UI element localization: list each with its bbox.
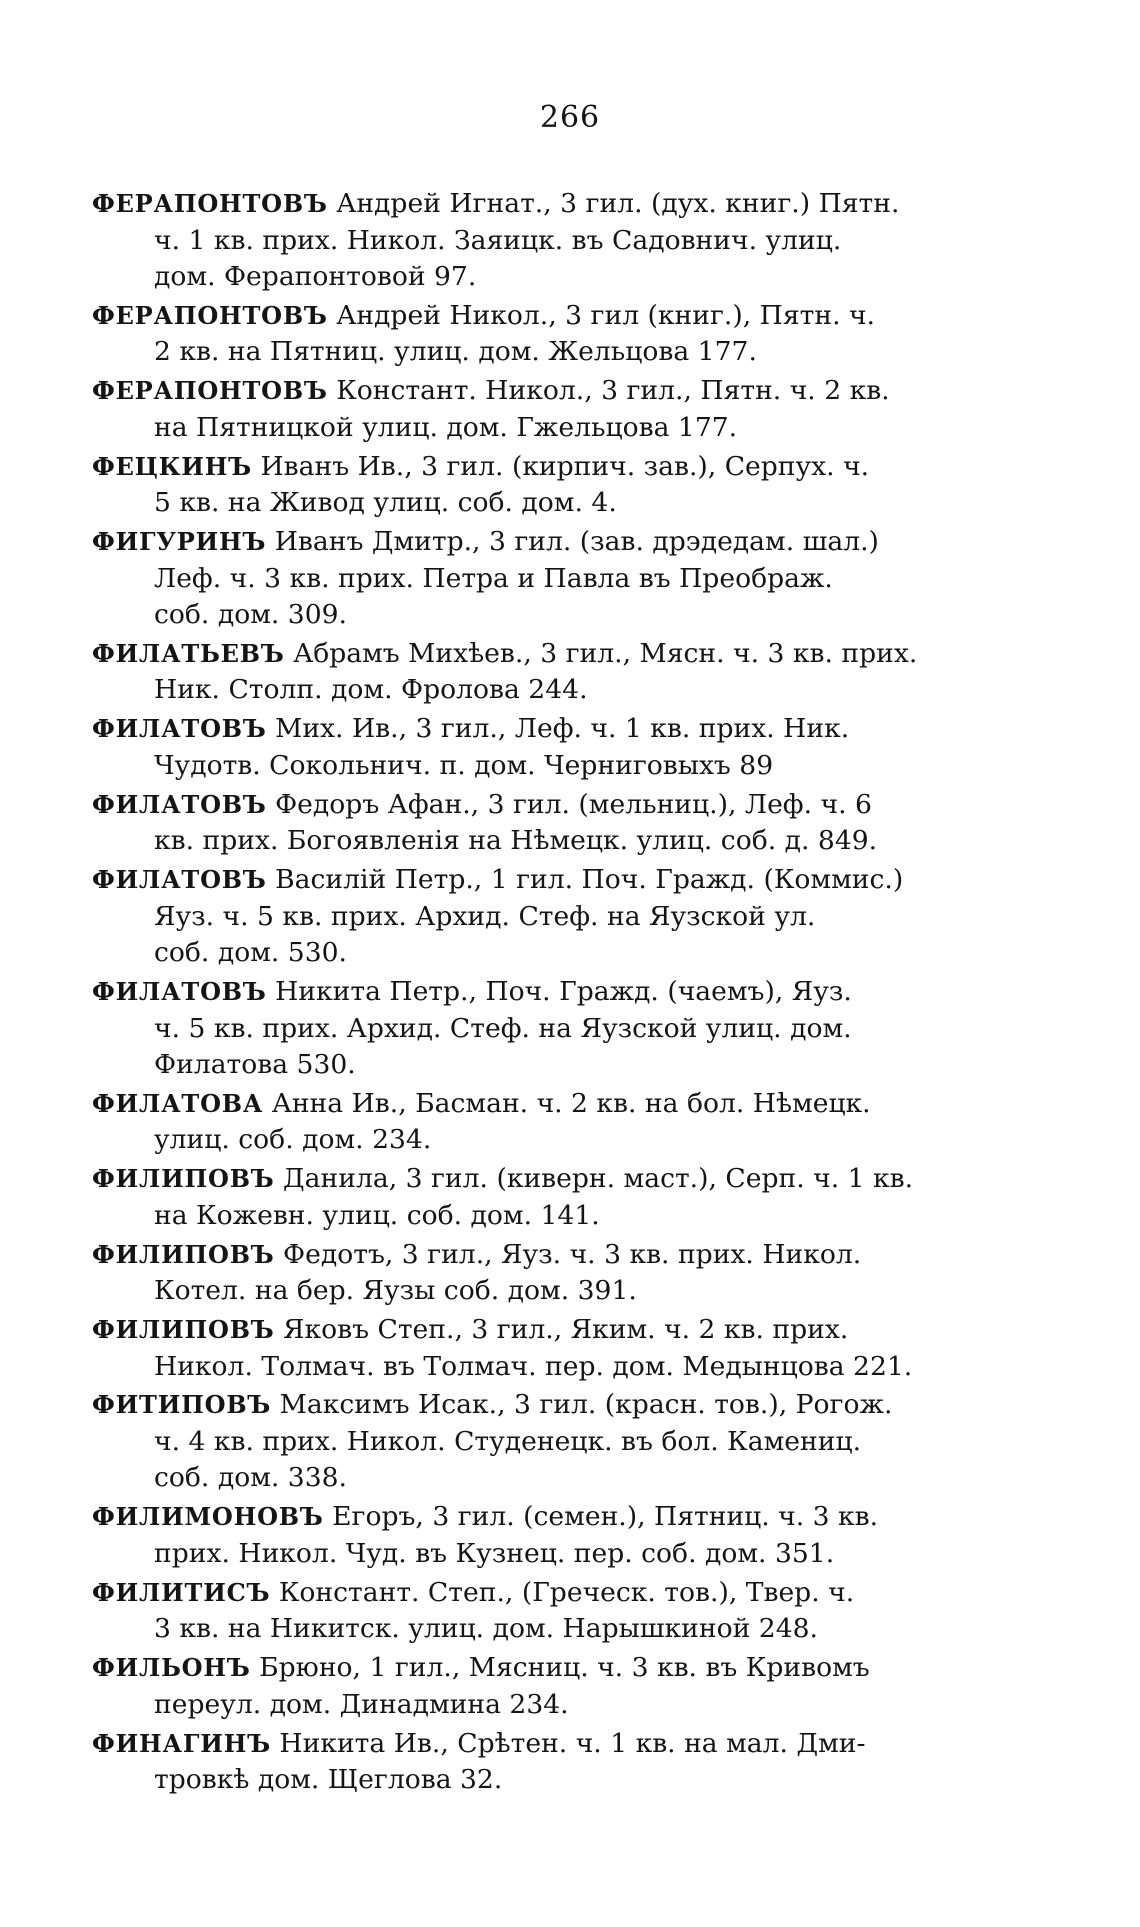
page-number: 266 <box>539 100 601 135</box>
directory-entry <box>92 1575 1012 1648</box>
directory-entry <box>92 787 1012 860</box>
entry-text: Андрей Никол., 3 гил (книг.), Пятн. ч. 2 кв. на Пятниц. улиц. дом. Жельцова 177. <box>154 299 876 368</box>
entry-surname: ФИЛАТОВЪ <box>92 789 267 819</box>
directory-entry <box>92 1387 1012 1497</box>
directory-entry <box>92 298 1012 371</box>
entry-surname: ФИЛАТОВЪ <box>92 977 267 1007</box>
entry-surname: ФИТИПОВЪ <box>92 1390 272 1420</box>
entry-text: Брюно, 1 гил., Мясниц. ч. 3 кв. въ Кривомъ переул. дом. Динадмина 234. <box>154 1652 870 1720</box>
entry-text: Констант. Никол., 3 гил., Пятн. ч. 2 кв. на Пятницкой улиц. дом. Гжельцова 177. <box>154 375 890 443</box>
entry-text: Иванъ Дмитр., 3 гил. (зав. дрэдедам. шал.) Леф. ч. 3 кв. прих. Петра и Павла въ Преображ. соб. дом. 309. <box>154 526 879 631</box>
entry-text: Констант. Степ., (Греческ. тов.), Твер. ч. 3 кв. на Никитск. улиц. дом. Нарышкиной 248. <box>154 1576 855 1645</box>
entry-surname: ФИЛЬОНЪ <box>92 1653 251 1683</box>
directory-entry <box>92 974 1012 1084</box>
entry-text: Данила, 3 гил. (киверн. маст.), Серп. ч. 1 кв. на Кожевн. улиц. соб. дом. 141. <box>154 1163 914 1231</box>
entry-text: Андрей Игнат., 3 гил. (дух. книг.) Пятн. ч. 1 кв. прих. Никол. Заяицк. въ Садовнич. улиц. дом. Ферапонтовой 97. <box>154 188 900 292</box>
directory-entry <box>92 711 1012 784</box>
entry-surname: ФИЛИПОВЪ <box>92 1315 275 1345</box>
entry-surname: ФИГУРИНЪ <box>92 527 267 557</box>
directory-entry <box>92 1726 1012 1799</box>
directory-entry <box>92 524 1012 634</box>
entry-text: Никита Петр., Поч. Гражд. (чаемъ), Яуз. ч. 5 кв. прих. Архид. Стеф. на Яузской улиц. дом. Филатова 530. <box>154 976 852 1081</box>
directory-entry <box>92 862 1012 972</box>
directory-entries <box>92 186 1012 1801</box>
entry-text: Анна Ив., Басман. ч. 2 кв. на бол. Нѣмецк. улиц. соб. дом. 234. <box>154 1087 871 1156</box>
entry-surname: ФЕРАПОНТОВЪ <box>92 189 328 218</box>
directory-entry <box>92 449 1012 522</box>
directory-entry <box>92 636 1012 709</box>
entry-surname: ФИЛАТЬЕВЪ <box>92 638 285 668</box>
entry-text: Иванъ Ив., 3 гил. (кирпич. зав.), Серпух. ч. 5 кв. на Живод улиц. соб. дом. 4. <box>154 450 870 519</box>
entry-text: Никита Ив., Срѣтен. ч. 1 кв. на мал. Дми- тровкѣ дом. Щеглова 32. <box>154 1727 866 1796</box>
entry-surname: ФЕРАПОНТОВЪ <box>92 300 328 330</box>
entry-text: Максимъ Исак., 3 гил. (красн. тов.), Рогож. ч. 4 кв. прих. Никол. Студенецк. въ бол. Камениц. соб. дом. 338. <box>154 1389 893 1494</box>
entry-surname: ФИЛАТОВЪ <box>92 714 267 744</box>
entry-text: Федотъ, 3 гил., Яуз. ч. 3 кв. прих. Никол. Котел. на бер. Яузы соб. дом. 391. <box>154 1238 862 1307</box>
entry-text: Егоръ, 3 гил. (семен.), Пятниц. ч. 3 кв. прих. Никол. Чуд. въ Кузнец. пер. соб. дом. 351. <box>154 1501 879 1569</box>
directory-entry <box>92 1312 1012 1385</box>
entry-surname: ФИЛИМОНОВЪ <box>92 1502 324 1532</box>
directory-entry <box>92 1086 1012 1159</box>
entry-surname: ФИЛАТОВЪ <box>92 865 267 895</box>
entry-text: Василій Петр., 1 гил. Поч. Гражд. (Коммис.) Яуз. ч. 5 кв. прих. Архид. Стеф. на Яузской ул. соб. дом. 530. <box>154 864 904 969</box>
entry-surname: ФИЛИПОВЪ <box>92 1164 275 1194</box>
entry-surname: ФИЛИПОВЪ <box>92 1239 275 1269</box>
entry-text: Абрамъ Михѣев., 3 гил., Мясн. ч. 3 кв. прих. Ник. Столп. дом. Фролова 244. <box>154 637 918 706</box>
directory-entry <box>92 1237 1012 1310</box>
directory-entry <box>92 373 1012 446</box>
directory-entry <box>92 1161 1012 1234</box>
entry-text: Яковъ Степ., 3 гил., Яким. ч. 2 кв. прих. Никол. Толмач. въ Толмач. пер. дом. Медынцова 221. <box>154 1314 913 1382</box>
entry-surname: ФЕРАПОНТОВЪ <box>92 376 328 406</box>
entry-surname: ФИНАГИНЪ <box>92 1728 271 1758</box>
entry-text: Мих. Ив., 3 гил., Леф. ч. 1 кв. прих. Ник. Чудотв. Сокольнич. п. дом. Черниговыхъ 89 <box>154 713 850 781</box>
entry-surname: ФИЛИТИСЪ <box>92 1577 271 1607</box>
entry-text: Федоръ Афан., 3 гил. (мельниц.), Леф. ч. 6 кв. прих. Богоявленія на Нѣмецк. улиц. соб. д. 849. <box>154 788 878 857</box>
directory-entry <box>92 1650 1012 1723</box>
directory-entry <box>92 1499 1012 1572</box>
entry-surname: ФЕЦКИНЪ <box>92 451 252 481</box>
directory-entry <box>92 186 1012 296</box>
entry-surname: ФИЛАТОВА <box>92 1088 264 1118</box>
